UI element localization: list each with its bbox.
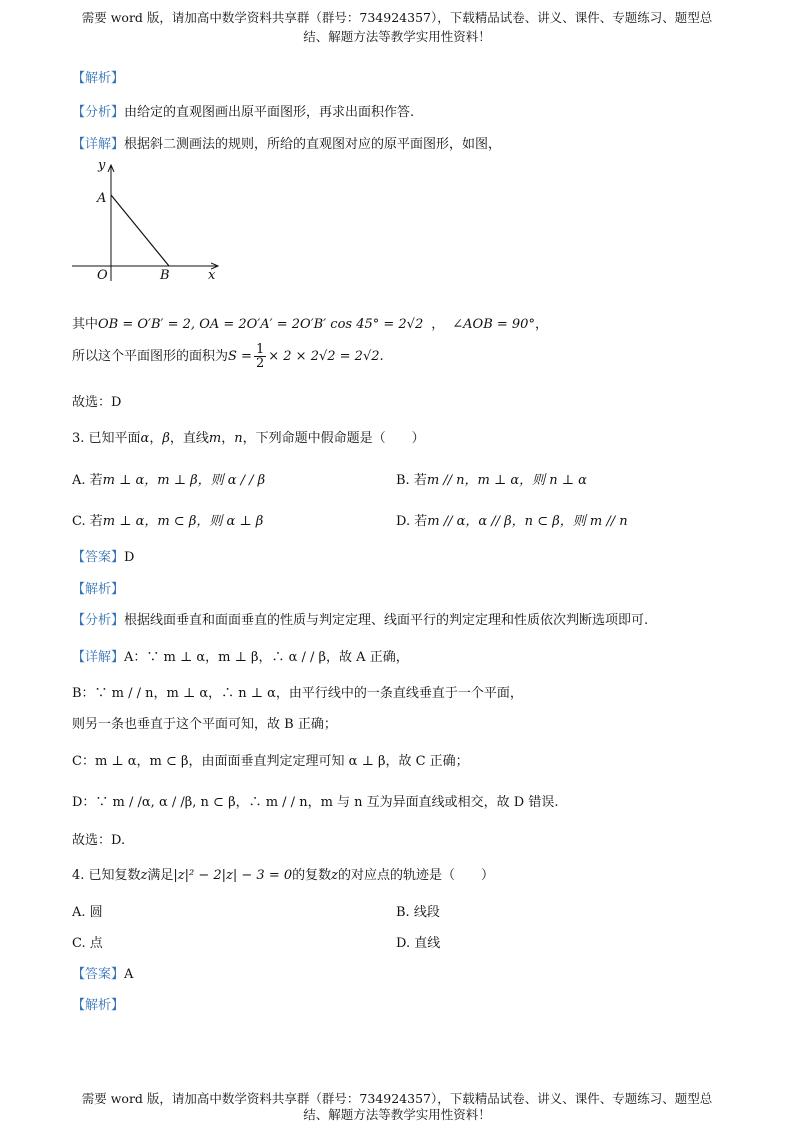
q4-stem <box>72 864 494 883</box>
header-line-1: 需要 word 版，请加高中数学资料共享群（群号：734924357），下载精品试卷、讲义、课件、专题练习、题型总 <box>81 10 713 25</box>
q4-stem-mid: 满足 <box>147 868 174 883</box>
footer-line-2: 结、解题方法等教学实用性资料！ <box>303 1107 491 1122</box>
q3-answer-value: D <box>124 550 135 565</box>
q3-stem <box>72 427 425 446</box>
q4-answer-value: A <box>124 967 134 982</box>
q2-area-rest: × 2 × 2√2 = 2√2 <box>268 349 380 364</box>
q3-jiexi-tag: 【解析】 <box>72 582 125 597</box>
q3-line-d: D：∵ m / /α, α / /β, n ⊂ β，∴ m / / n，m 与 n 互为异面直线或相交，故 D 错误. <box>72 795 559 810</box>
q3-stem-comma3: ， <box>221 431 235 446</box>
footer-line-1: 需要 word 版，请加高中数学资料共享群（群号：734924357），下载精品试卷、讲义、课件、专题练习、题型总 <box>81 1091 713 1106</box>
q3-option-d <box>396 510 628 529</box>
fraction-numerator: 1 <box>255 342 265 357</box>
q3-option-b-math: m // n，m ⊥ α，则 n ⊥ α <box>426 473 587 488</box>
q3-option-a-math: m ⊥ α，m ⊥ β，则 α / / β <box>102 473 266 488</box>
q4-option-d: D. 直线 <box>396 936 441 951</box>
q2-qizhong-math: OB = O′B′ = 2, OA = 2O′A′ = 2O′B′ cos 45° = 2√2 <box>98 317 424 332</box>
q4-answer <box>72 963 133 982</box>
q2-qizhong-angle: ∠AOB = 90° <box>452 317 535 332</box>
q4-answer-tag: 【答案】 <box>72 967 125 982</box>
q2-area-s: S = <box>228 349 252 364</box>
q2-qizhong-prefix: 其中 <box>72 317 99 332</box>
q2-xiangjie-tag: 【详解】 <box>72 137 125 152</box>
q3-option-d-label: D. 若 <box>396 514 428 529</box>
q2-xiangjie-text: 根据斜二测画法的规则，所给的直观图对应的原平面图形，如图， <box>124 137 502 152</box>
label-a: A <box>97 191 107 206</box>
q3-option-b <box>396 469 587 488</box>
q2-fenxi-tag: 【分析】 <box>72 105 125 120</box>
q3-fenxi <box>72 609 648 628</box>
q3-option-d-math: m // α，α // β，n ⊂ β，则 m // n <box>427 514 628 529</box>
q3-option-b-label: B. 若 <box>396 473 427 488</box>
segment-ab <box>111 195 169 266</box>
q3-stem-num: 3. 已知平面 <box>72 431 141 446</box>
q3-line-c: C：m ⊥ α，m ⊂ β，由面面垂直判定定理可知 α ⊥ β，故 C 正确； <box>72 754 469 769</box>
label-x: x <box>208 268 216 283</box>
q4-option-a: A. 圆 <box>72 905 103 920</box>
q2-qizhong-sep: ， <box>431 317 445 332</box>
label-b: B <box>160 268 170 283</box>
q2-area-fraction <box>254 343 266 370</box>
q4-option-c: C. 点 <box>72 936 103 951</box>
q2-area-end: . <box>379 349 384 364</box>
coordinate-figure <box>68 155 228 285</box>
q2-xiangjie <box>72 133 501 152</box>
q3-option-c-math: m ⊥ α，m ⊂ β，则 α ⊥ β <box>102 514 264 529</box>
q3-line-b2: 则另一条也垂直于这个平面可知，故 B 正确； <box>72 717 337 732</box>
label-y: y <box>98 158 106 173</box>
q3-xiangjie-tag: 【详解】 <box>72 650 125 665</box>
q4-option-b: B. 线段 <box>396 905 440 920</box>
q3-option-a-label: A. 若 <box>72 473 103 488</box>
q3-stem-beta: β <box>162 431 170 446</box>
q4-stem-mid2: 的复数 <box>292 868 332 883</box>
q3-answer <box>72 546 134 565</box>
q3-stem-alpha: α <box>140 431 150 446</box>
q3-fenxi-text: 根据线面垂直和面面垂直的性质与判定定理、线面平行的判定定理和性质依次判断选项即可. <box>124 613 649 628</box>
q3-guxuan: 故选：D. <box>72 833 126 848</box>
q2-qizhong-end: ， <box>534 317 548 332</box>
header-line-2: 结、解题方法等教学实用性资料！ <box>303 29 491 44</box>
q2-area-line <box>72 343 384 370</box>
q3-line-a-text: A：∵ m ⊥ α，m ⊥ β，∴ α / / β，故 A 正确， <box>124 650 409 665</box>
q2-jiexi-tag: 【解析】 <box>72 71 125 86</box>
q3-fenxi-tag: 【分析】 <box>72 613 125 628</box>
q4-stem-z: z <box>140 868 148 883</box>
q4-stem-pre: 4. 已知复数 <box>72 868 141 883</box>
q3-stem-n: n <box>234 431 243 446</box>
q4-stem-z2: z <box>331 868 339 883</box>
q3-option-c-label: C. 若 <box>72 514 103 529</box>
q3-answer-tag: 【答案】 <box>72 550 125 565</box>
q3-stem-m: m <box>208 431 222 446</box>
label-o: O <box>97 268 108 283</box>
q4-jiexi-tag: 【解析】 <box>72 998 125 1013</box>
q4-stem-eq: |z|² − 2|z| − 3 = 0 <box>173 868 293 883</box>
q2-guxuan: 故选：D <box>72 395 122 410</box>
q3-stem-tail: ，下列命题中假命题是（ ） <box>242 431 425 446</box>
q2-area-prefix: 所以这个平面图形的面积为 <box>72 349 229 364</box>
q2-qizhong-line <box>72 313 548 332</box>
q3-line-b1: B：∵ m / / n，m ⊥ α，∴ n ⊥ α，由平行线中的一条直线垂直于一个平面， <box>72 686 523 701</box>
q3-stem-comma2: ，直线 <box>169 431 209 446</box>
q2-fenxi-text: 由给定的直观图画出原平面图形，再求出面积作答. <box>124 105 415 120</box>
q3-line-a <box>72 646 409 665</box>
q3-option-c <box>72 510 263 529</box>
fraction-denominator: 2 <box>255 356 265 371</box>
q4-stem-tail: 的对应点的轨迹是（ ） <box>338 868 495 883</box>
q3-stem-comma1: ， <box>149 431 163 446</box>
q3-option-a <box>72 469 265 488</box>
q2-fenxi <box>72 101 414 120</box>
